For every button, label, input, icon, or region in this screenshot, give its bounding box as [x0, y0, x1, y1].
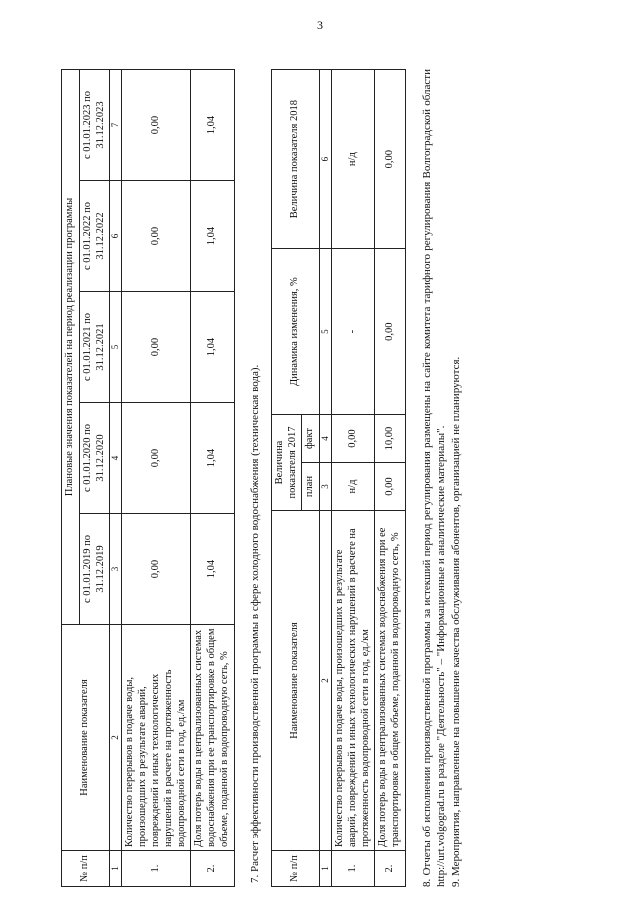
cell-value: 1,04 — [191, 181, 234, 292]
row-number: 2. — [191, 851, 234, 887]
col-number: 4 — [320, 415, 332, 463]
th-indicator-name: Наименование показателя — [271, 511, 319, 851]
table-row — [375, 70, 406, 887]
row-name: Количество перерывов в подаче воды, произошедших в результате аварий, повреждений и иных технологических нарушений в расчете на протяженность водопроводной сети в год, ед./км — [332, 511, 375, 851]
cell-plan: н/д — [332, 463, 375, 511]
row-name: Количество перерывов в подаче воды, произошедших в результате аварий, повреждений и иных технологических нарушений в расчете на протяженность водопроводной сети в год, ед./км — [122, 625, 191, 851]
th-period: с 01.01.2020 по 31.12.2020 — [79, 403, 110, 514]
row-number: 1. — [332, 851, 375, 887]
cell-value-2018: 0,00 — [375, 70, 406, 249]
cell-value: 1,04 — [191, 292, 234, 403]
page-number: 3 — [317, 18, 323, 32]
rotated-content — [55, 55, 585, 905]
cell-fact: 0,00 — [332, 415, 375, 463]
th-fact: факт — [302, 415, 320, 463]
th-planned-values: Плановые значения показателей на период реализации программы — [62, 70, 80, 625]
col-number: 3 — [110, 514, 122, 625]
col-number: 3 — [320, 463, 332, 511]
th-value-2017: Величина показателя 2017 — [271, 415, 302, 511]
table-row — [122, 70, 191, 887]
col-number: 5 — [110, 292, 122, 403]
cell-value: 0,00 — [122, 292, 191, 403]
th-number: № п/п — [271, 851, 319, 887]
th-plan: план — [302, 463, 320, 511]
cell-dynamic: - — [332, 249, 375, 415]
col-number: 5 — [320, 249, 332, 415]
col-number: 2 — [110, 625, 122, 851]
paragraph-9: 9. Мероприятия, направленные на повышение качества обслуживания абонентов, организацией не планируются. — [449, 356, 462, 887]
cell-value: 1,04 — [191, 514, 234, 625]
cell-value: 0,00 — [122, 181, 191, 292]
th-value-2018: Величина показателя 2018 — [271, 70, 319, 249]
col-number: 1 — [110, 851, 122, 887]
col-number: 6 — [320, 70, 332, 249]
row-name: Доля потерь воды в централизованных системах водоснабжения при ее транспортировке в общем объеме, поданной в водопроводную сеть, % — [375, 511, 406, 851]
row-number: 1. — [122, 851, 191, 887]
cell-value: 0,00 — [122, 403, 191, 514]
col-number: 7 — [110, 70, 122, 181]
col-number: 1 — [320, 851, 332, 887]
th-period: с 01.01.2019 по 31.12.2019 — [79, 514, 110, 625]
cell-dynamic: 0,00 — [375, 249, 406, 415]
planned-indicators-table — [61, 69, 235, 887]
cell-value: 0,00 — [122, 514, 191, 625]
th-dynamic: Динамика изменения, % — [271, 249, 319, 415]
cell-plan: 0,00 — [375, 463, 406, 511]
row-name: Доля потерь воды в централизованных системах водоснабжения при ее транспортировке в общем объеме, поданной в водопроводную сеть, % — [191, 625, 234, 851]
row-number: 2. — [375, 851, 406, 887]
col-number: 2 — [320, 511, 332, 851]
table-row — [332, 70, 375, 887]
th-indicator-name: Наименование показателя — [62, 625, 110, 851]
th-period: с 01.01.2022 по 31.12.2022 — [79, 181, 110, 292]
cell-value: 1,04 — [191, 70, 234, 181]
th-period: с 01.01.2021 по 31.12.2021 — [79, 292, 110, 403]
col-number: 4 — [110, 403, 122, 514]
th-number: № п/п — [62, 851, 110, 887]
footer-paragraphs — [420, 69, 463, 887]
th-period: с 01.01.2023 по 31.12.2023 — [79, 70, 110, 181]
cell-value-2018: н/д — [332, 70, 375, 249]
cell-value: 0,00 — [122, 70, 191, 181]
section-7-heading: 7. Расчет эффективности производственной программы в сфере холодного водоснабжения (техническая вода). — [248, 364, 261, 883]
col-number: 6 — [110, 181, 122, 292]
table-row — [191, 70, 234, 887]
paragraph-8: 8. Отчеты об исполнении производственной программы за истекший период регулирования размещены на сайте комитета тарифного регулирования Волгоградской области http://urt.volgograd.ru в разделе "Деятельность" – "Информационные и аналитические материалы". — [421, 69, 448, 887]
cell-value: 1,04 — [191, 403, 234, 514]
efficiency-table — [271, 69, 406, 887]
cell-fact: 10,00 — [375, 415, 406, 463]
